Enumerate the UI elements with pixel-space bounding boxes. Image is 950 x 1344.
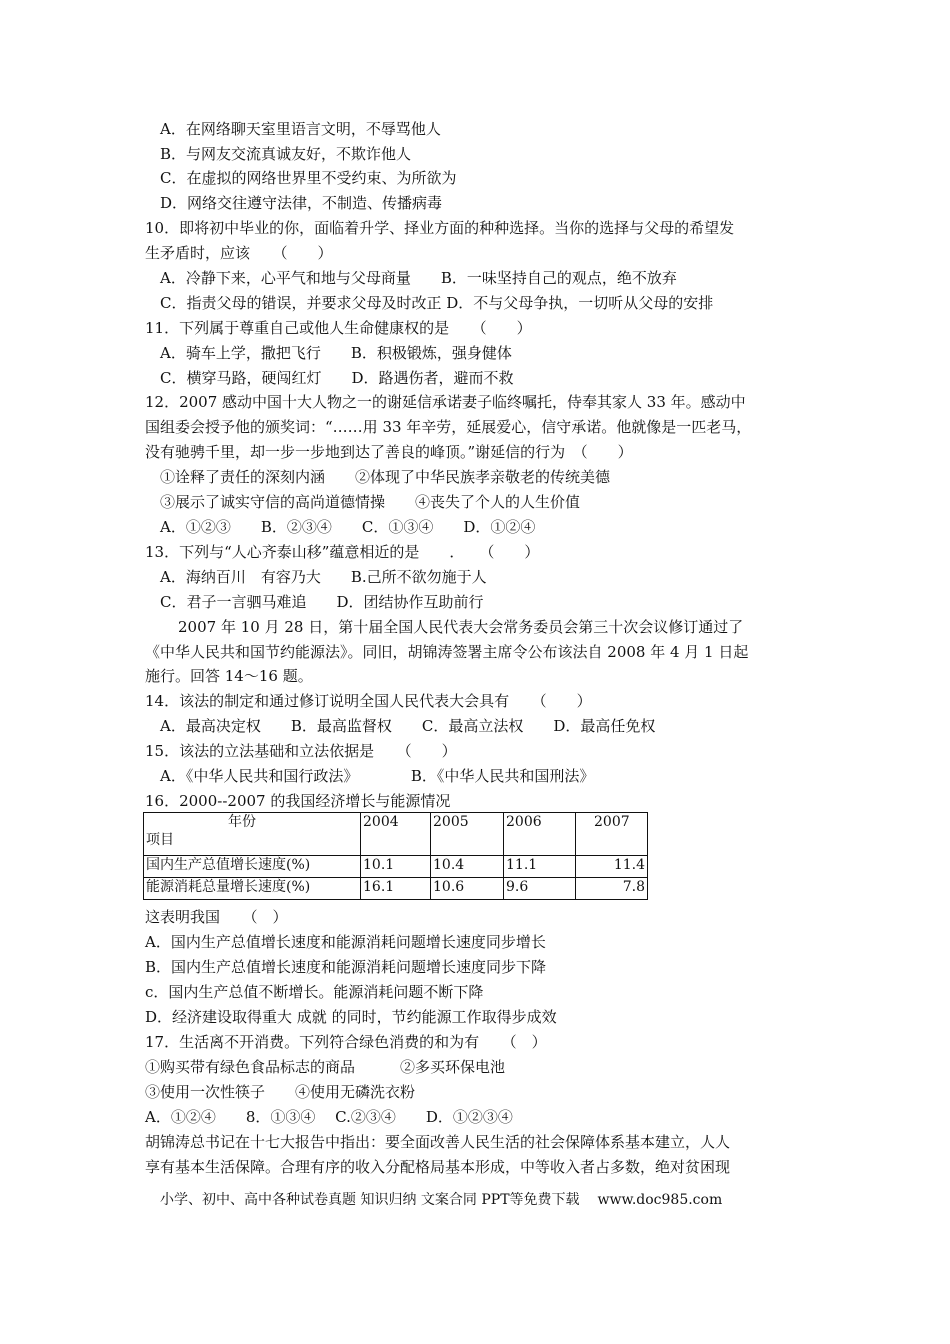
q12-statements-34: ③展示了诚实守信的高尚道德情操 ④丧失了个人的人生价值 xyxy=(160,493,581,511)
q9-option-a: A．在网络聊天室里语言文明，不辱骂他人 xyxy=(160,120,441,138)
q12-options: A．①②③ B．②③④ C．①③④ D．①②④ xyxy=(160,518,536,536)
value-cell: 10.1 xyxy=(361,856,431,878)
table-row xyxy=(144,878,648,900)
q16-conclusion: 这表明我国 （ ） xyxy=(145,908,288,926)
q14-stem: 14．该法的制定和通过修订说明全国人民代表大会具有 （ ） xyxy=(145,692,592,710)
q10-options-ab: A．冷静下来，心平气和地与父母商量 B．一味坚持自己的观点，绝不放弃 xyxy=(160,269,677,287)
year-header-cell: 2005 xyxy=(431,813,504,856)
table-corner-cell xyxy=(144,813,361,856)
q13-stem: 13．下列与“人心齐泰山移”蕴意相近的是 ． （ ） xyxy=(145,543,540,561)
header-year-label: 年份 xyxy=(228,814,256,830)
year-header-cell: 2004 xyxy=(361,813,431,856)
q16-option-a: A．国内生产总值增长速度和能源消耗问题增长速度同步增长 xyxy=(145,933,546,951)
q16-option-d: D．经济建设取得重大 成就 的同时，节约能源工作取得步成效 xyxy=(145,1008,557,1026)
footer-url[interactable]: www.doc985.com xyxy=(597,1192,723,1208)
q11-options-cd: C．横穿马路，硬闯红灯 D．路遇伤者，避而不救 xyxy=(160,369,514,387)
value-cell: 9.6 xyxy=(504,878,576,900)
value-cell: 11.1 xyxy=(504,856,576,878)
q17-statements-34: ③使用一次性筷子 ④使用无磷洗衣粉 xyxy=(145,1083,416,1101)
q17-statements-12: ①购买带有绿色食品标志的商品 ②多买环保电池 xyxy=(145,1058,506,1076)
q14-options: A．最高决定权 B．最高监督权 C．最高立法权 D．最高任免权 xyxy=(160,717,656,735)
year-header-cell: 2006 xyxy=(504,813,576,856)
q12-stem-line2: 国组委会授予他的颁奖词：“……用 33 年辛劳，延展爱心，信守承诺。他就像是一匹老马， xyxy=(145,418,752,436)
value-cell: 7.8 xyxy=(576,878,648,900)
q9-option-b: B．与网友交流真诚友好，不欺诈他人 xyxy=(160,145,412,163)
value-cell: 11.4 xyxy=(576,856,648,878)
row-label-cell: 能源消耗总量增长速度(%) xyxy=(144,878,361,900)
value-cell: 10.4 xyxy=(431,856,504,878)
q11-stem: 11．下列属于尊重自己或他人生命健康权的是 （ ） xyxy=(145,319,532,337)
q10-stem-line2: 生矛盾时，应该 （ ） xyxy=(145,244,333,262)
value-cell: 10.6 xyxy=(431,878,504,900)
q15-options: A．《中华人民共和国行政法》 B．《中华人民共和国刑法》 xyxy=(160,767,595,785)
q15-stem: 15．该法的立法基础和立法依据是 （ ） xyxy=(145,742,457,760)
q16-option-c: c．国内生产总值不断增长。能源消耗问题不断下降 xyxy=(145,983,484,1001)
q12-stem-line3: 没有驰骋千里，却一步一步地到达了善良的峰顶。”谢延信的行为 （ ） xyxy=(145,443,633,461)
footer-text: 小学、初中、高中各种试卷真题 知识归纳 文案合同 PPT等免费下载 xyxy=(160,1192,580,1208)
economy-energy-table xyxy=(143,812,648,900)
q17-stem: 17．生活离不开消费。下列符合绿色消费的和为有 （ ） xyxy=(145,1033,547,1051)
table-row xyxy=(144,856,648,878)
passage-line2: 《中华人民共和国节约能源法》。同旧，胡锦涛签署主席令公布该法自 2008 年 4 月 1 日起 xyxy=(145,643,749,661)
q10-options-cd: C．指责父母的错误，并要求父母及时改正 D．不与父母争执，一切听从父母的安排 xyxy=(160,294,714,312)
q10-stem-line1: 10．即将初中毕业的你，面临着升学、择业方面的种种选择。当你的选择与父母的希望发 xyxy=(145,219,735,237)
value-cell: 16.1 xyxy=(361,878,431,900)
table-header-row xyxy=(144,813,648,856)
q12-statements-12: ①诠释了责任的深刻内涵 ②体现了中华民族孝亲敬老的传统美德 xyxy=(160,468,611,486)
q9-option-c: C．在虚拟的网络世界里不受约束、为所欲为 xyxy=(160,169,457,187)
q12-stem-line1: 12．2007 感动中国十大人物之一的谢延信承诺妻子临终嘱托，侍奉其家人 33 年。感动中 xyxy=(145,393,746,411)
closing-passage-line1: 胡锦涛总书记在十七大报告中指出：要全面改善人民生活的社会保障体系基本建立，人人 xyxy=(145,1133,731,1151)
q16-option-b: B．国内生产总值增长速度和能源消耗问题增长速度同步下降 xyxy=(145,958,547,976)
q13-options-ab: A．海纳百川 有容乃大 B.己所不欲勿施于人 xyxy=(160,568,487,586)
passage-line3: 施行。回答 14～16 题。 xyxy=(145,667,313,685)
header-item-label: 项目 xyxy=(146,832,174,848)
q9-option-d: D．网络交往遵守法律，不制造、传播病毒 xyxy=(160,194,443,212)
row-label-cell: 国内生产总值增长速度(%) xyxy=(144,856,361,878)
q16-stem: 16．2000--2007 的我国经济增长与能源情况 xyxy=(145,792,451,810)
passage-line1: 2007 年 10 月 28 日，第十届全国人民代表大会常务委员会第三十次会议修订通过了 xyxy=(178,618,744,636)
q17-options: A．①②④ 8．①③④ C.②③④ D．①②③④ xyxy=(145,1108,513,1126)
q13-options-cd: C．君子一言驷马难追 D．团结协作互助前行 xyxy=(160,593,484,611)
year-header-cell: 2007 xyxy=(576,813,648,856)
closing-passage-line2: 享有基本生活保障。合理有序的收入分配格局基本形成，中等收入者占多数，绝对贫困现 xyxy=(145,1158,731,1176)
q11-options-ab: A．骑车上学，撒把飞行 B．积极锻炼，强身健体 xyxy=(160,344,512,362)
page-footer xyxy=(160,1190,722,1210)
